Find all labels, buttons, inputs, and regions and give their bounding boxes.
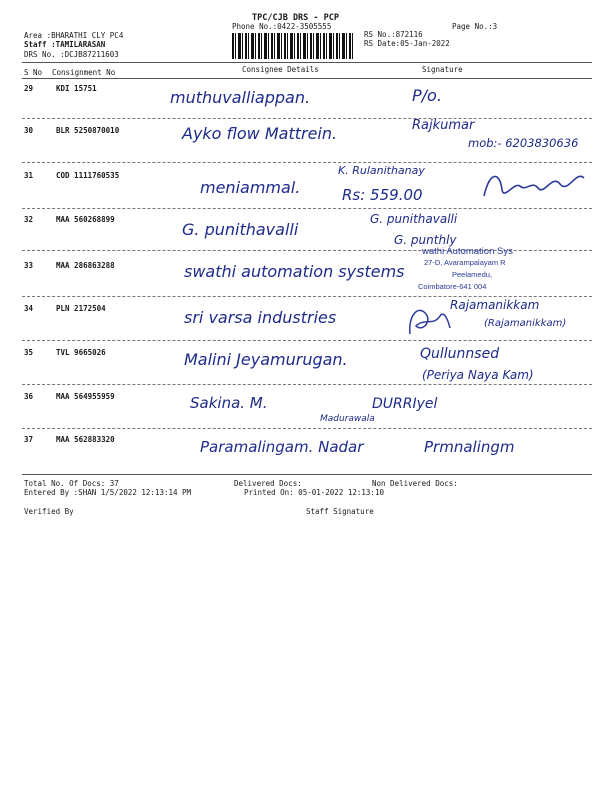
row-consignee-name: Sakina. M.	[190, 394, 268, 412]
header-divider-top	[22, 62, 592, 63]
row-signature: DURRIyel	[372, 396, 438, 412]
verified-by: Verified By	[24, 507, 74, 516]
row-signature: K. Rulanithanay	[338, 164, 425, 177]
stamp-line: 27-D, Avarampalayam R	[424, 258, 506, 267]
row-consignment: MAA 560268899	[56, 215, 115, 224]
row-signature-extra: (Periya Naya Kam)	[422, 368, 534, 382]
row-consignment: KDI 15751	[56, 84, 97, 93]
stamp-line: Peelamedu,	[452, 270, 493, 279]
stamp-line: Coimbatore-641 004	[418, 282, 487, 291]
stamp-line: wathi Automation Sys	[422, 246, 513, 257]
staff-signature: Staff Signature	[306, 507, 374, 516]
row-signature: G. punithavalli	[370, 212, 458, 226]
signature-scribble-icon	[480, 164, 590, 206]
row-consignee-name: G. punithavalli	[182, 220, 299, 239]
row-consignment: MAA 286863288	[56, 261, 115, 270]
row-divider	[22, 384, 592, 385]
entered-by: Entered By :SHAN 1/5/2022 12:13:14 PM	[24, 488, 192, 497]
col-header-sno: S No	[24, 68, 43, 77]
row-sno: 35	[24, 348, 34, 357]
row-consignment: PLN 2172504	[56, 304, 106, 313]
row-signature: Prmnalingm	[424, 438, 515, 456]
row-consignee-name: Ayko flow Mattrein.	[182, 124, 338, 143]
col-header-consignment: Consignment No	[52, 68, 116, 77]
col-header-signature: Signature	[422, 65, 463, 74]
row-divider	[22, 162, 592, 163]
row-signature-extra: (Rajamanikkam)	[484, 318, 567, 329]
row-sno: 30	[24, 126, 34, 135]
drs-number: DRS No. :DCJB87211603	[24, 50, 119, 59]
total-docs: Total No. Of Docs: 37	[24, 479, 119, 488]
row-consignee-name: Paramalingam. Nadar	[200, 438, 364, 456]
non-delivered-docs: Non Delivered Docs:	[372, 479, 458, 488]
row-signature-extra: G. punthly	[394, 233, 457, 247]
rs-date: RS Date:05-Jan-2022	[364, 39, 450, 48]
row-divider	[22, 296, 592, 297]
signature-scribble-icon	[404, 296, 454, 340]
phone-number: Phone No.:0422-3505555	[232, 22, 332, 31]
company-stamp	[416, 244, 596, 300]
company-title: TPC/CJB DRS - PCP	[252, 13, 339, 23]
row-divider	[22, 428, 592, 429]
row-signature: P/o.	[412, 86, 442, 105]
area-label: Area :BHARATHI CLY PC4	[24, 31, 124, 40]
row-consignment: COD 1111760535	[56, 171, 120, 180]
row-consignee-name: Malini Jeyamurugan.	[184, 350, 348, 369]
row-consignee-name: muthuvalliappan.	[170, 88, 311, 107]
row-divider	[22, 340, 592, 341]
row-signature: Rajkumar	[412, 118, 475, 133]
row-sno: 37	[24, 435, 34, 444]
printed-on: Printed On: 05-01-2022 12:13:10	[244, 488, 384, 497]
page-number: Page No.:3	[452, 22, 498, 31]
rs-number: RS No.:872116	[364, 30, 423, 39]
row-consignee-name: sri varsa industries	[184, 308, 337, 327]
row-signature: Rajamanikkam	[450, 298, 540, 312]
footer-divider	[22, 474, 592, 475]
row-consignment: MAA 564955959	[56, 392, 115, 401]
row-divider	[22, 118, 592, 119]
row-amount: Rs: 559.00	[342, 186, 423, 204]
col-header-consignee: Consignee Details	[242, 65, 319, 74]
row-consignment: BLR 5250870010	[56, 126, 120, 135]
row-sno: 34	[24, 304, 34, 313]
row-signature-extra: mob:- 6203830636	[468, 136, 579, 150]
delivered-docs: Delivered Docs:	[234, 479, 302, 488]
row-sno: 33	[24, 261, 34, 270]
row-sno: 29	[24, 84, 34, 93]
row-signature: Qullunnsed	[420, 346, 500, 362]
row-sno: 36	[24, 392, 34, 401]
row-consignment: TVL 9665026	[56, 348, 106, 357]
staff-label: Staff :TAMILARASAN	[24, 40, 106, 49]
row-sno: 32	[24, 215, 34, 224]
row-sno: 31	[24, 171, 34, 180]
row-consignee-name: meniammal.	[200, 178, 301, 197]
barcode-image	[232, 33, 354, 59]
row-consignment: MAA 562883320	[56, 435, 115, 444]
header-divider-bottom	[22, 78, 592, 79]
row-consignee-name: swathi automation systems	[184, 262, 405, 281]
row-signature-extra: Madurawala	[320, 414, 375, 424]
row-divider	[22, 208, 592, 209]
